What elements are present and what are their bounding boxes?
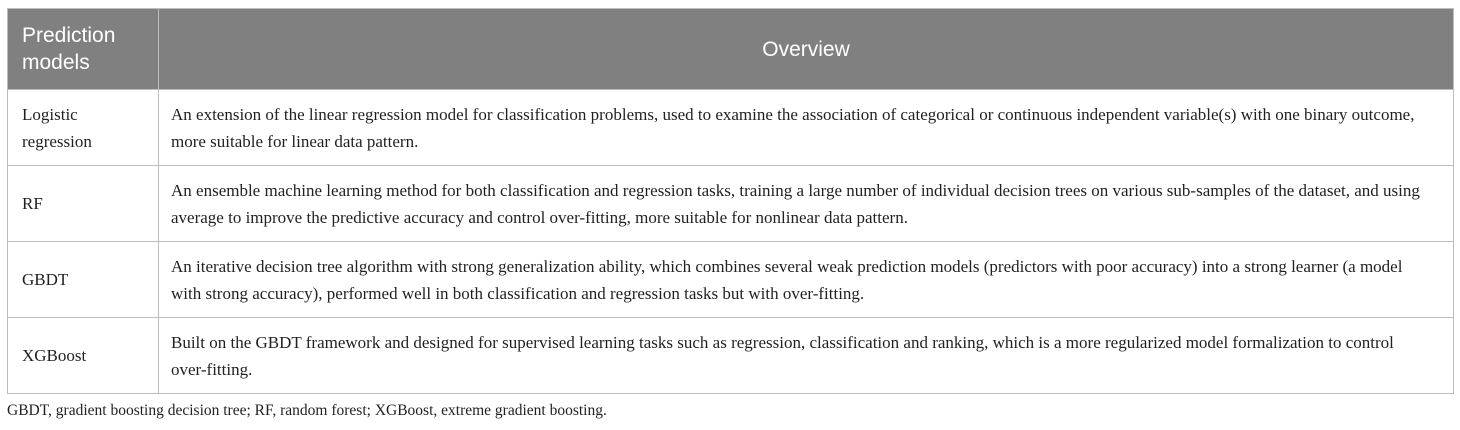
- overview-cell: Built on the GBDT framework and designed for supervised learning tasks such as regression, classification and ranking, which is a more regularized model formalization to control over-fitting.: [159, 318, 1454, 394]
- table-row: [8, 242, 1454, 318]
- table-footnote: GBDT, gradient boosting decision tree; RF, random forest; XGBoost, extreme gradient boosting.: [7, 402, 607, 419]
- table-row: [8, 318, 1454, 394]
- model-name-cell: RF: [8, 166, 159, 242]
- overview-cell: An iterative decision tree algorithm with strong generalization ability, which combines several weak prediction models (predictors with poor accuracy) into a strong learner (a model with strong accuracy), performed well in both classification and regression tasks but with over-fitting.: [159, 242, 1454, 318]
- overview-cell: An ensemble machine learning method for both classification and regression tasks, training a large number of individual decision trees on various sub-samples of the dataset, and using average to improve the predictive accuracy and control over-fitting, more suitable for nonlinear data pattern.: [159, 166, 1454, 242]
- table-header: [8, 9, 1454, 90]
- table-row: [8, 166, 1454, 242]
- prediction-models-table: [7, 8, 1454, 394]
- model-name-cell: GBDT: [8, 242, 159, 318]
- header-overview: Overview: [159, 9, 1454, 90]
- model-name-cell: Logistic regression: [8, 90, 159, 166]
- models-table-container: [7, 8, 1453, 394]
- header-row: [8, 9, 1454, 90]
- header-prediction-models: Prediction models: [8, 9, 159, 90]
- table-row: [8, 90, 1454, 166]
- model-name-cell: XGBoost: [8, 318, 159, 394]
- table-body: [8, 90, 1454, 394]
- overview-cell: An extension of the linear regression model for classification problems, used to examine the association of categorical or continuous independent variable(s) with one binary outcome, more suitable for linear data pattern.: [159, 90, 1454, 166]
